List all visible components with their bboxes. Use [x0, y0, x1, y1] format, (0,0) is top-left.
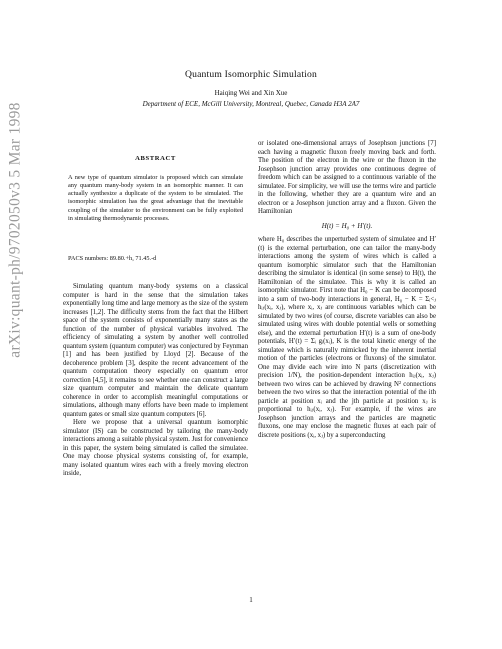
- abstract-body: A new type of quantum simulator is proposed which can simulate any quantum many-body system in an isomorphic manner. It can actually synthesize a duplicate of the system to be simulated. The isomorphic simulation has the great advantage that the inevitable coupling of the simulator to the environment can be fully exploited in simulating thermodynamic processes.: [68, 174, 243, 222]
- left-column: [63, 283, 248, 479]
- arxiv-margin-stamp: arXiv:quant-ph/9702050v3 5 Mar 1998: [7, 102, 25, 358]
- paper-authors: Haiqing Wei and Xin Xue: [214, 89, 288, 97]
- body-paragraph: Here we propose that a universal quantum isomorphic simulator (IS) can be constructed by tailoring the many-body interactions among a suitable physical system. Just for convenience in this paper, the system being simulated is called the simulatee. One may choose physical systems consisting of, for example, many isolated quantum wires each with a freely moving electron inside,: [63, 419, 248, 477]
- body-paragraph: Simulating quantum many-body systems on a classical computer is hard in the sense that the simulation takes exponentially long time and large memory as the size of the system increases [1,2]. The difficulty stems from the fact that the Hilbert space of the system consists of exponentially many states as the function of the number of physical variables involved. The efficiency of simulating a system by another well controlled quantum system (quantum computer) was conjectured by Feynman [1] and has been justified by Lloyd [2]. Because of the decoherence problem [3], despite the recent advancement of the quantum computation theory especially on quantum error correction [4,5], it remains to see whether one can construct a large size quantum computer and maintain the delicate quantum coherence in order to accomplish meaningful computations or simulations, although many efforts have been made to implement quantum gates or small size quantum computers [6].: [63, 283, 248, 418]
- pacs-numbers: PACS numbers: 89.80.+h, 71.45.-d: [68, 255, 157, 262]
- page-number: 1: [249, 596, 253, 604]
- body-paragraph: where H₀ describes the unperturbed system of simulatee and H′(t) is the external perturbation, one can tailor the many-body interactions among the system of wires which is called a quantum isomorphic simulator such that the Hamiltonian describing the simulator is identical (in some sense) to H(t), the Hamiltonian of the simulatee. This is why it is called an isomorphic simulator. First note that H₀ − K can be decomposed into a sum of two-body interactions in general, H₀ − K = Σᵢ<ⱼ hᵢⱼ(xᵢ, xⱼ), where xᵢ, xⱼ are continuous variables which can be simulated by two wires (of course, discrete variables can also be simulated using wires with double potential wells or something else), and the external perturbation H′(t) is a sum of one-body potentials, H′(t) = Σᵢ gᵢ(xᵢ), K is the total kinetic energy of the simulatee which is naturally mimicked by the inherent inertial motion of the particles (electrons or fluxons) of the simulator. One may divide each wire into N parts (discretization with precision 1/N), the position-dependent interaction hᵢⱼ(xᵢ, xⱼ) between two wires can be achieved by drawing N² connections between the two wires so that the interaction potential of the ith particle at position xᵢ and the jth particle at position xⱼ is proportional to hᵢⱼ(xᵢ, xⱼ). For example, if the wires are Josephson junction arrays and the particles are magnetic fluxons, one may enclose the magnetic fluxes at each pair of discrete positions (xᵢ, xⱼ) by a superconducting: [258, 236, 436, 439]
- right-column: [258, 140, 436, 440]
- paper-title: Quantum Isomorphic Simulation: [184, 69, 318, 80]
- body-paragraph: or isolated one-dimensional arrays of Josephson junctions [7] each having a magnetic fluxon freely moving back and forth. The position of the electron in the wire or the fluxon in the Josephson junction array provides one continuous degree of freedom which can be assigned to a continuous variable of the simulatee. For simplicity, we will use the terms wire and particle in the following, whether they are a quantum wire and an electron or a Josephson junction array and a fluxon. Given the Hamiltonian: [258, 140, 436, 215]
- paper-affiliation: Department of ECE, McGill University, Montreal, Quebec, Canada H3A 2A7: [142, 100, 360, 108]
- hamiltonian-equation: H(t) = H₀ + H′(t).: [321, 221, 373, 230]
- abstract-heading: ABSTRACT: [135, 155, 176, 162]
